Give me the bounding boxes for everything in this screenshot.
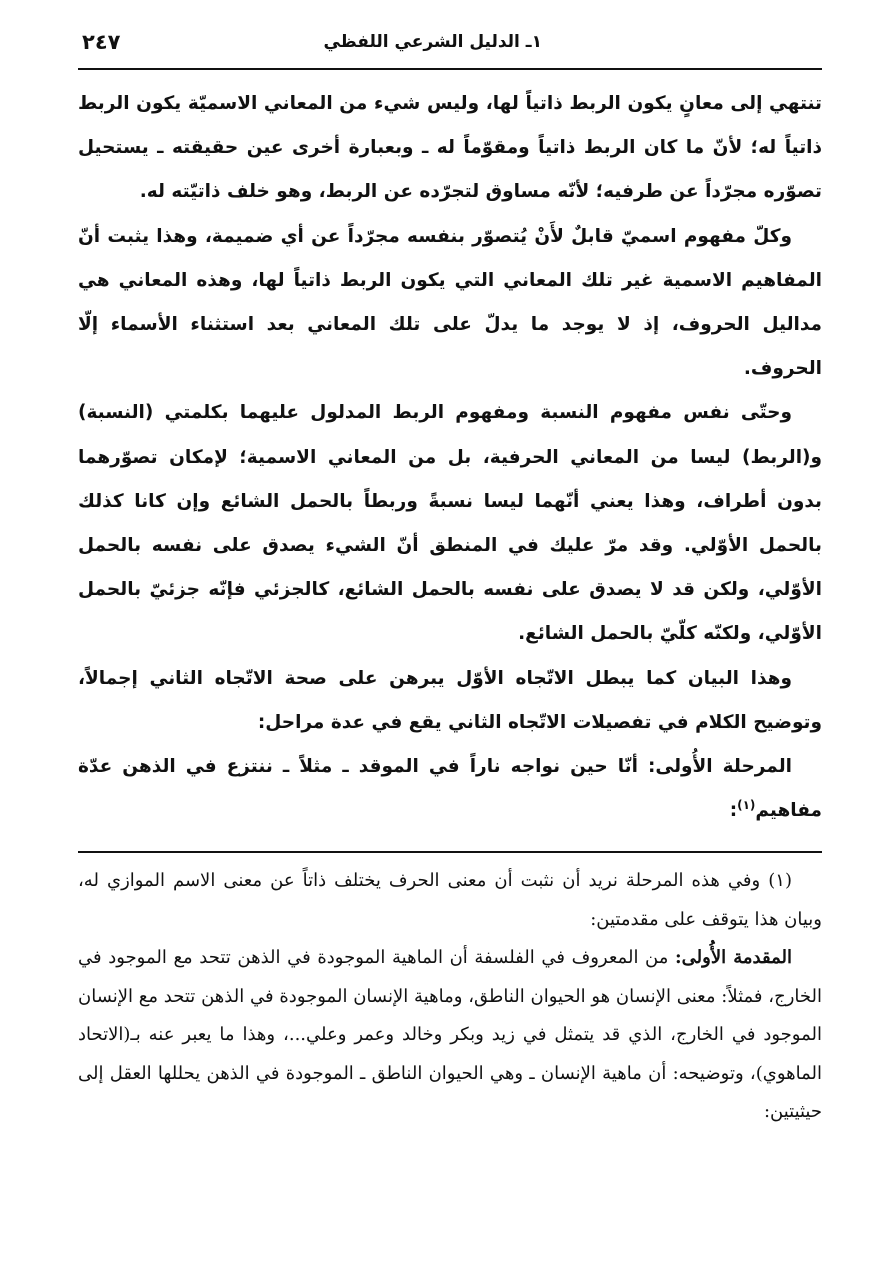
chapter-title: ١ـ الدليل الشرعي اللفظي (323, 32, 542, 52)
footnote-divider (78, 851, 822, 853)
header-divider (78, 68, 822, 70)
paragraph-5-end: : (729, 800, 738, 822)
paragraph-5 (78, 745, 822, 833)
premise-text: من المعروف في الفلسفة أن الماهية الموجودة في الذهن تتحد مع الموجود في الخارج، فمثلاً: معنى الإنسان هو الحيوان الناطق، وماهية الإنسان الموجودة في الذهن تتحد مع الإنسان الموجود في الخارج، الذي قد يتمثل في زيد وبكر وخالد وعمر وعلي...، وهذا ما يعبر عنه بـ(الاتحاد الماهوي)، وتوضيحه: أن ماهية الإنسان ـ وهي الحيوان الناطق ـ الموجودة في الذهن يحللها العقل إلى حيثيتين: (78, 947, 822, 1122)
paragraph-4: وهذا البيان كما يبطل الاتّجاه الأوّل يبرهن على صحة الاتّجاه الثاني إجمالاً، وتوضيح الكلام في تفصيلات الاتّجاه الثاني يقع في عدة مراحل: (78, 667, 822, 733)
footnote-premise (78, 939, 822, 1132)
footnote-1: (١) وفي هذه المرحلة نريد أن نثبت أن معنى الحرف يختلف ذاتاً عن معنى الاسم الموازي له، وبيان هذا يتوقف على مقدمتين: (78, 870, 822, 930)
paragraph-5-text: المرحلة الأُولى: أنّا حين نواجه ناراً في الموقد ـ مثلاً ـ ننتزع في الذهن عدّة مفاهيم (78, 756, 822, 822)
page-header (78, 28, 822, 68)
footnotes (78, 862, 822, 1132)
premise-heading: المقدمة الأُولى: (675, 947, 792, 968)
paragraph-1: تنتهي إلى معانٍ يكون الربط ذاتياً لها، وليس شيء من المعاني الاسميّة يكون الربط ذاتياً له؛ لأنّ ما كان الربط ذاتياً ومقوّماً له ـ وبعبارة أخرى عين حقيقته ـ يستحيل تصوّره مجرّداً عن طرفيه؛ لأنّه مساوق لتجرّده عن الربط، وهو خلف ذاتيّته له. (78, 93, 822, 203)
paragraph-3: وحتّى نفس مفهوم النسبة ومفهوم الربط المدلول عليهما بكلمتي (النسبة) و(الربط) ليسا من المعاني الحرفية، بل من المعاني الاسمية؛ لإمكان تصوّرهما بدون أطراف، وهذا يعني أنّهما ليسا نسبةً وربطاً بالحمل الشائع وإن كانا كذلك بالحمل الأوّلي. وقد مرّ عليك في المنطق أنّ الشيء يصدق على نفسه بالحمل الأوّلي، ولكن قد لا يصدق على نفسه بالحمل الشائع، كالجزئي فإنّه جزئيّ بالحمل الأوّلي، ولكنّه كلّيّ بالحمل الشائع. (78, 402, 822, 645)
page-number: ٢٤٧ (82, 30, 121, 54)
footnote-reference: (١) (737, 798, 756, 813)
main-text (78, 82, 822, 833)
paragraph-2: وكلّ مفهوم اسميّ قابلٌ لأَنْ يُتصوّر بنفسه مجرّداً عن أي ضميمة، وهذا يثبت أنّ المفاهيم الاسمية غير تلك المعاني التي يكون الربط ذاتياً لها، وهذه المعاني هي مداليل الحروف، إذ لا يوجد ما يدلّ على تلك المعاني بعد استثناء الأسماء إلّا الحروف. (78, 225, 822, 380)
